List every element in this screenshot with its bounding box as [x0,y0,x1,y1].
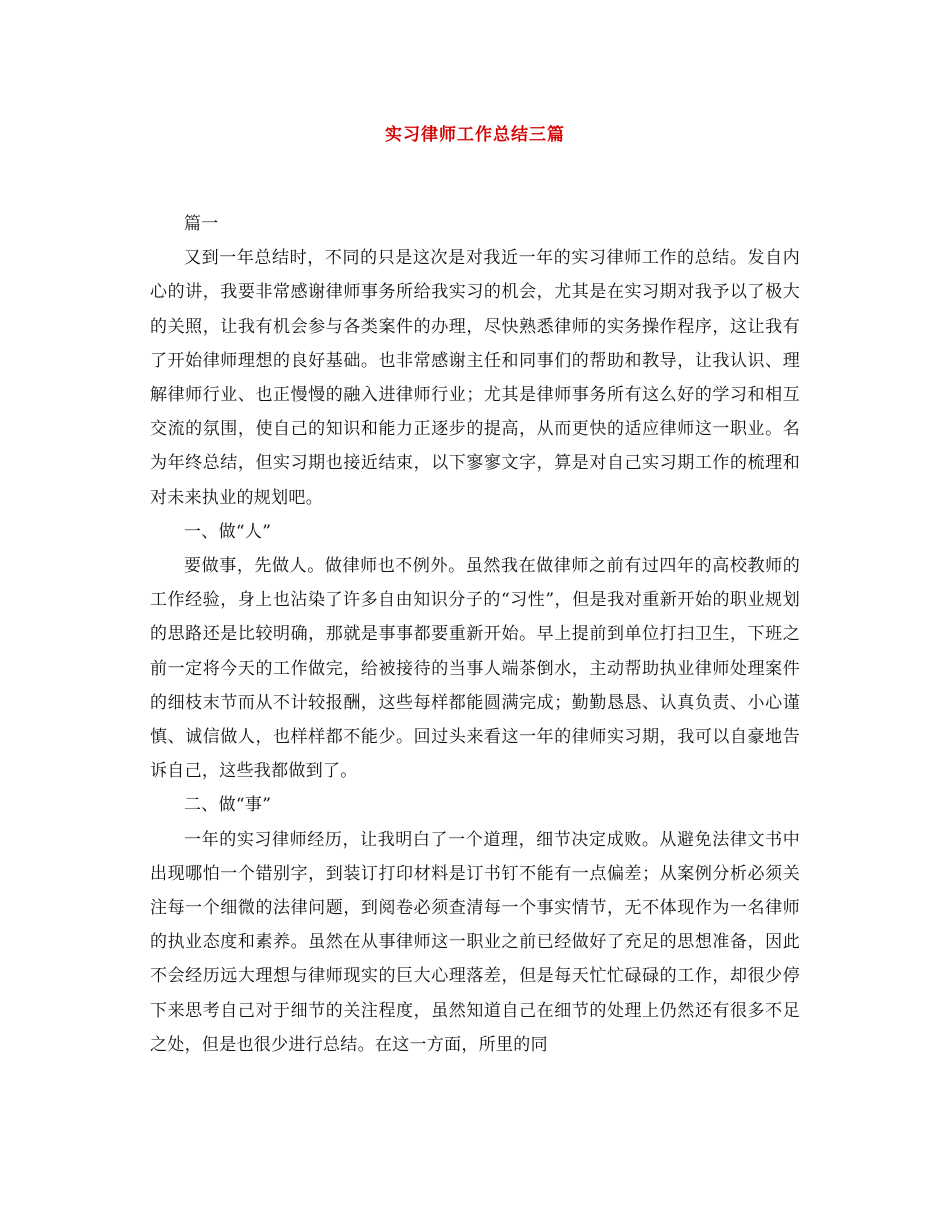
section-heading-person: 一、做“人” [184,521,272,542]
document-title: 实习律师工作总结三篇 [385,125,565,145]
section-heading-part-one: 篇一 [184,214,219,234]
paragraph-intro: 又到一年总结时，不同的只是这次是对我近一年的实习律师工作的总结。发自内心的讲，我要非常感谢律师事务所给我实习的机会，尤其是在实习期对我予以了极大的关照，让我有机会参与各类案件的办理，尽快熟悉律师的实务操作程序，这让我有了开始律师理想的良好基础。也非常感谢主任和同事们的帮助和教导，让我认识、理解律师行业、也正慢慢的融入进律师行业；尤其是律师事务所有这么好的学习和相互交流的氛围，使自己的知识和能力正逐步的提高，从而更快的适应律师这一职业。名为年终总结，但实习期也接近结束，以下寥寥文字，算是对自己实习期工作的梳理和对未来执业的规划吧。 [150,248,800,508]
paragraph-person: 要做事，先做人。做律师也不例外。虽然我在做律师之前有过四年的高校教师的工作经验，身上也沾染了许多自由知识分子的“习性”，但是我对重新开始的职业规划的思路还是比较明确，那就是事事都要重新开始。早上提前到单位打扫卫生，下班之前一定将今天的工作做完，给被接待的当事人端茶倒水，主动帮助执业律师处理案件的细枝末节而从不计较报酬，这些每样都能圆满完成；勤勤恳恳、认真负责、小心谨慎、诚信做人，也样样都不能少。回过头来看这一年的律师实习期，我可以自豪地告诉自己，这些我都做到了。 [150,556,800,782]
document-body [150,207,800,1062]
paragraph-work: 一年的实习律师经历，让我明白了一个道理，细节决定成败。从避免法律文书中出现哪怕一个错别字，到装订打印材料是订书钉不能有一点偏差；从案例分析必须关注每一个细微的法律问题，到阅卷必须查清每一个事实情节，无不体现作为一名律师的执业态度和素养。虽然在从事律师这一职业之前已经做好了充足的思想准备，因此不会经历远大理想与律师现实的巨大心理落差，但是每天忙忙碌碌的工作，却很少停下来思考自己对于细节的关注程度，虽然知道自己在细节的处理上仍然还有很多不足之处，但是也很少进行总结。在这一方面，所里的同 [150,829,800,1055]
section-heading-work: 二、做“事” [184,795,272,816]
